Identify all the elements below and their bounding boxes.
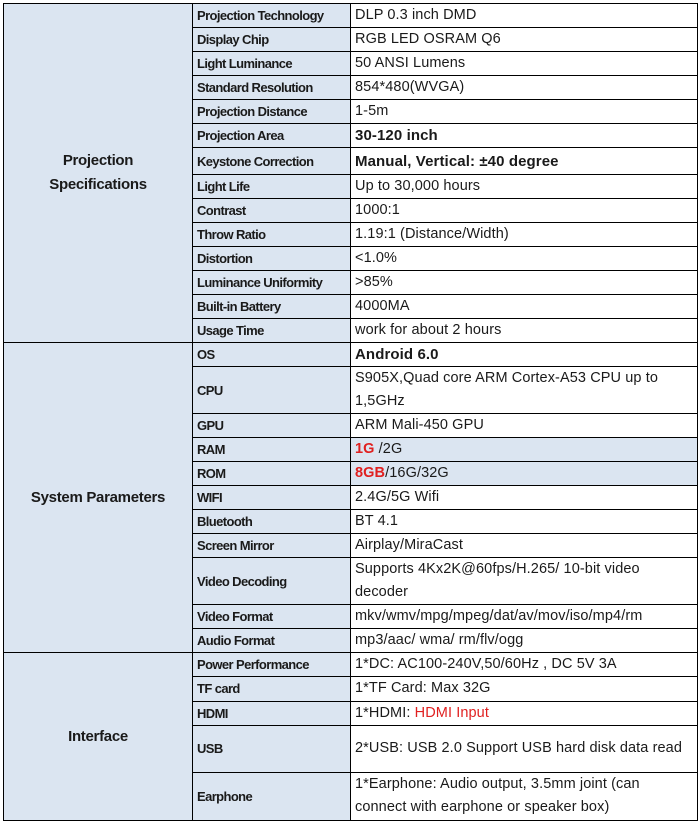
spec-label: USB: [193, 725, 351, 772]
value-highlight: 8GB: [355, 465, 386, 482]
spec-value: 30-120 inch: [351, 124, 698, 148]
spec-value: mkv/wmv/mpg/mpeg/dat/av/mov/iso/mp4/rm: [351, 605, 698, 629]
spec-label: TF card: [193, 677, 351, 701]
spec-label: Light Life: [193, 175, 351, 199]
spec-label: Built-in Battery: [193, 295, 351, 319]
value-prefix: 1*HDMI:: [355, 704, 415, 721]
spec-value: Up to 30,000 hours: [351, 175, 698, 199]
table-row: [4, 4, 698, 28]
spec-value: 2*USB: USB 2.0 Support USB hard disk data read: [351, 725, 698, 772]
spec-value: BT 4.1: [351, 510, 698, 534]
spec-label: Screen Mirror: [193, 534, 351, 558]
section-system-parameters: System Parameters: [4, 343, 193, 653]
table-row: [4, 343, 698, 367]
spec-value: Android 6.0: [351, 343, 698, 367]
value-highlight: 1G: [355, 441, 375, 458]
spec-value: 4000MA: [351, 295, 698, 319]
spec-value: [351, 462, 698, 486]
spec-label: Earphone: [193, 772, 351, 820]
section-projection-specifications: [4, 4, 193, 343]
spec-label: Projection Distance: [193, 100, 351, 124]
spec-value: Airplay/MiraCast: [351, 534, 698, 558]
spec-value: 1*Earphone: Audio output, 3.5mm joint (can connect with earphone or speaker box): [351, 772, 698, 820]
table-row: [4, 653, 698, 677]
spec-value: 854*480(WVGA): [351, 76, 698, 100]
value-rest: /2G: [374, 441, 403, 458]
spec-label: ROM: [193, 462, 351, 486]
spec-label: Distortion: [193, 247, 351, 271]
spec-value: RGB LED OSRAM Q6: [351, 28, 698, 52]
spec-value: S905X,Quad core ARM Cortex-A53 CPU up to 1,5GHz: [351, 367, 698, 414]
spec-label: Projection Area: [193, 124, 351, 148]
section-interface: Interface: [4, 653, 193, 821]
spec-label: HDMI: [193, 701, 351, 725]
spec-value: 1*DC: AC100-240V,50/60Hz , DC 5V 3A: [351, 653, 698, 677]
spec-value: 50 ANSI Lumens: [351, 52, 698, 76]
section-title-line1: Projection: [62, 152, 134, 170]
spec-label: Audio Format: [193, 629, 351, 653]
spec-value: 1.19:1 (Distance/Width): [351, 223, 698, 247]
spec-value: Manual, Vertical: ±40 degree: [351, 148, 698, 175]
spec-value: ARM Mali-450 GPU: [351, 414, 698, 438]
spec-label: GPU: [193, 414, 351, 438]
spec-value: DLP 0.3 inch DMD: [351, 4, 698, 28]
spec-label: Light Luminance: [193, 52, 351, 76]
spec-value: work for about 2 hours: [351, 319, 698, 343]
spec-value: 1*TF Card: Max 32G: [351, 677, 698, 701]
spec-label: Standard Resolution: [193, 76, 351, 100]
spec-label: Contrast: [193, 199, 351, 223]
spec-value: [351, 701, 698, 725]
spec-value: 1000:1: [351, 199, 698, 223]
spec-value: 1-5m: [351, 100, 698, 124]
spec-label: Power Performance: [193, 653, 351, 677]
spec-label: OS: [193, 343, 351, 367]
spec-label: Bluetooth: [193, 510, 351, 534]
spec-value: 2.4G/5G Wifi: [351, 486, 698, 510]
spec-value: [351, 438, 698, 462]
spec-label: Usage Time: [193, 319, 351, 343]
value-rest: /16G/32G: [385, 465, 449, 482]
specification-table: [3, 3, 698, 821]
spec-label: CPU: [193, 367, 351, 414]
spec-label: RAM: [193, 438, 351, 462]
spec-label: Luminance Uniformity: [193, 271, 351, 295]
spec-label: Video Decoding: [193, 558, 351, 605]
spec-label: Display Chip: [193, 28, 351, 52]
spec-value: Supports 4Kx2K@60fps/H.265/ 10-bit video decoder: [351, 558, 698, 605]
spec-label: Video Format: [193, 605, 351, 629]
spec-label: WIFI: [193, 486, 351, 510]
spec-label: Throw Ratio: [193, 223, 351, 247]
value-highlight: HDMI Input: [414, 704, 489, 721]
spec-value: >85%: [351, 271, 698, 295]
spec-value: mp3/aac/ wma/ rm/flv/ogg: [351, 629, 698, 653]
section-title-line2: Specifications: [49, 176, 147, 194]
spec-label: Projection Technology: [193, 4, 351, 28]
spec-label: Keystone Correction: [193, 148, 351, 175]
spec-value: <1.0%: [351, 247, 698, 271]
